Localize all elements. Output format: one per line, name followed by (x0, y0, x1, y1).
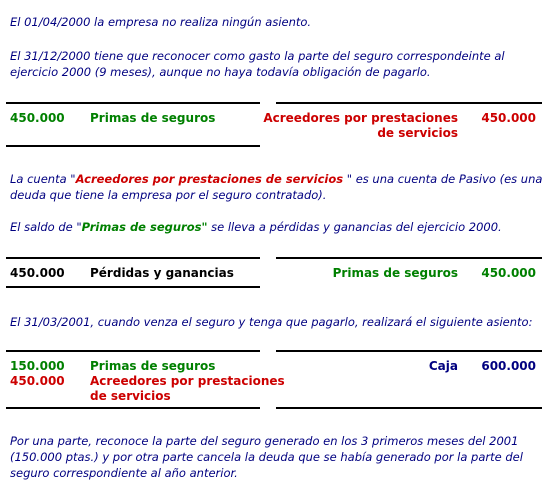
entry2-debit-account: Pérdidas y ganancias (90, 266, 234, 280)
p3-account-name: Acreedores por prestaciones de servicios (75, 172, 344, 186)
entry2-credit-amount: 450.000 (481, 266, 536, 280)
p4-before: El saldo de " (10, 220, 82, 234)
entry3-rule-bottom-left (6, 407, 260, 409)
entry3-debit2-account-line1: Acreedores por prestaciones (90, 374, 285, 388)
entry1-rule-right (276, 102, 542, 104)
p3-before: La cuenta " (10, 172, 76, 186)
entry2-rule-bottom-left (6, 286, 260, 288)
entry1-rule-left (6, 102, 260, 104)
entry2-rule-right (276, 257, 542, 259)
entry1-debit-account: Primas de seguros (90, 111, 216, 125)
entry3-credit-amount: 600.000 (481, 359, 536, 373)
entry2-rule-left (6, 257, 260, 259)
entry3-rule-bottom-right (276, 407, 542, 409)
paragraph-liability-account (10, 171, 545, 203)
entry1-rule-bottom-left (6, 145, 260, 147)
paragraph-year-end-expense: El 31/12/2000 tiene que reconocer como gasto la parte del seguro correspondeinte al ejercicio 2000 (9 meses), aunque no haya todavía obligación de pagarlo. (10, 49, 505, 79)
entry3-rule-right (276, 350, 542, 352)
paragraph-explanation: Por una parte, reconoce la parte del seguro generado en los 3 primeros meses del 2001 (150.000 ptas.) y por otra parte cancela la deuda que se había generado por la parte del seguro correspondiente al año anterior. (10, 434, 523, 480)
p3-after: " es una cuenta de Pasivo (es una deuda que tiene la empresa por el seguro contratado). (10, 172, 543, 202)
paragraph-payment-entry: El 31/03/2001, cuando venza el seguro y tenga que pagarlo, realizará el siguiente asiento: (10, 315, 533, 329)
entry3-debit2-amount: 450.000 (10, 374, 65, 388)
entry3-debit1-amount: 150.000 (10, 359, 65, 373)
entry3-debit1-account: Primas de seguros (90, 359, 216, 373)
entry1-credit-account-line1: Acreedores por prestaciones (263, 111, 458, 125)
paragraph-balance-transfer (10, 219, 545, 235)
entry1-credit-amount: 450.000 (481, 111, 536, 125)
p4-after: se lleva a pérdidas y ganancias del ejercicio 2000. (207, 220, 502, 234)
entry1-debit-amount: 450.000 (10, 111, 65, 125)
entry2-credit-account: Primas de seguros (332, 266, 458, 280)
p4-account-name: Primas de seguros" (81, 220, 208, 234)
entry3-credit-account: Caja (428, 359, 458, 373)
entry3-rule-left (6, 350, 260, 352)
entry2-debit-amount: 450.000 (10, 266, 65, 280)
entry1-credit-account-line2: de servicios (377, 126, 458, 140)
entry3-debit2-account-line2: de servicios (90, 389, 171, 403)
paragraph-no-entry: El 01/04/2000 la empresa no realiza ningún asiento. (10, 15, 312, 29)
